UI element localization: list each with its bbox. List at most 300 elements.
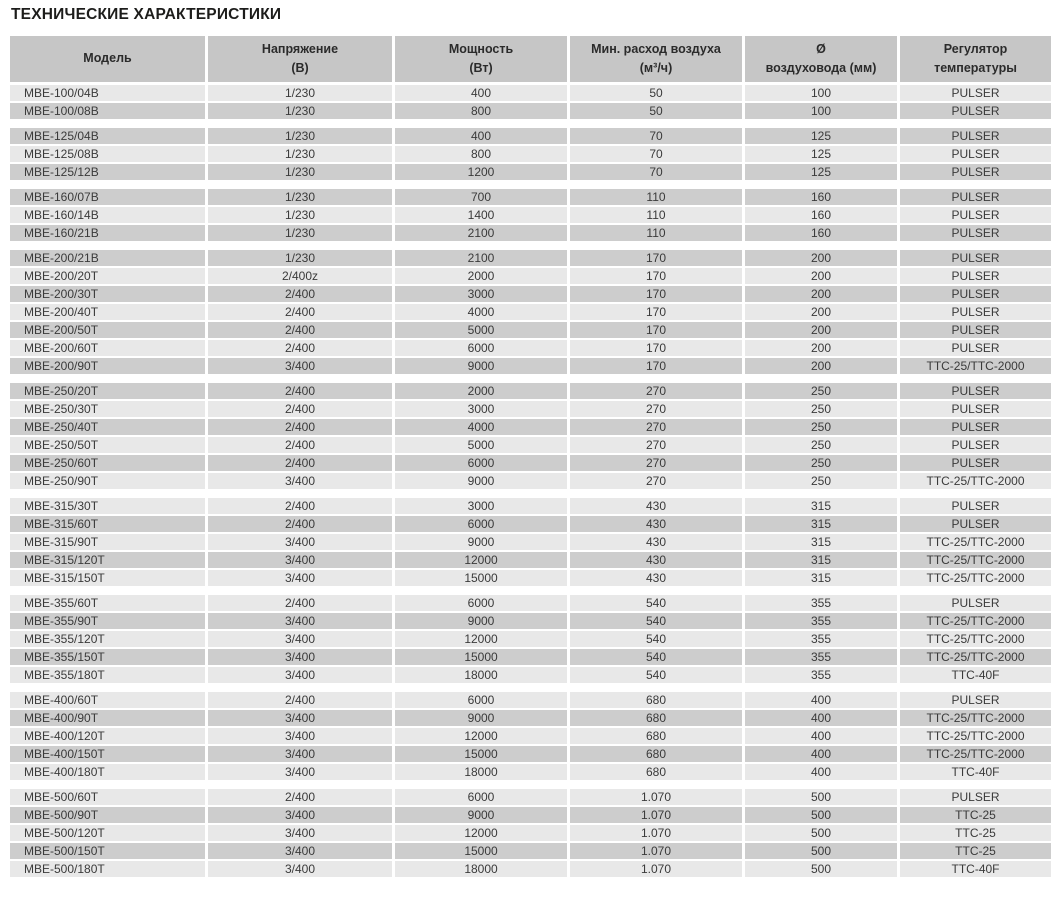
cell-airflow: 110 xyxy=(570,189,742,205)
column-header-line2: воздуховода (мм) xyxy=(765,61,877,75)
cell-regulator: PULSER xyxy=(900,207,1051,223)
cell-voltage: 2/400 xyxy=(208,401,392,417)
table-row xyxy=(10,570,1051,586)
cell-diameter: 315 xyxy=(745,552,897,568)
table-row xyxy=(10,595,1051,611)
cell-diameter: 500 xyxy=(745,807,897,823)
table-row xyxy=(10,807,1051,823)
cell-model: MBE-400/180T xyxy=(10,764,205,780)
cell-diameter: 250 xyxy=(745,473,897,489)
cell-power: 18000 xyxy=(395,764,567,780)
cell-regulator: PULSER xyxy=(900,286,1051,302)
cell-power: 4000 xyxy=(395,304,567,320)
cell-model: MBE-200/90T xyxy=(10,358,205,374)
cell-regulator: PULSER xyxy=(900,304,1051,320)
table-row xyxy=(10,667,1051,683)
cell-power: 2100 xyxy=(395,250,567,266)
table-row xyxy=(10,692,1051,708)
table-row xyxy=(10,340,1051,356)
table-row xyxy=(10,146,1051,162)
table-row xyxy=(10,437,1051,453)
spec-table xyxy=(10,36,1051,877)
cell-power: 5000 xyxy=(395,437,567,453)
cell-power: 400 xyxy=(395,128,567,144)
cell-model: MBE-100/04B xyxy=(10,85,205,101)
cell-airflow: 270 xyxy=(570,401,742,417)
cell-voltage: 1/230 xyxy=(208,225,392,241)
column-header-diameter xyxy=(745,36,897,82)
cell-model: MBE-355/60T xyxy=(10,595,205,611)
cell-diameter: 160 xyxy=(745,189,897,205)
cell-diameter: 500 xyxy=(745,825,897,841)
cell-voltage: 1/230 xyxy=(208,189,392,205)
cell-airflow: 170 xyxy=(570,304,742,320)
cell-regulator: PULSER xyxy=(900,322,1051,338)
cell-power: 12000 xyxy=(395,728,567,744)
cell-voltage: 3/400 xyxy=(208,534,392,550)
table-row xyxy=(10,498,1051,514)
cell-diameter: 160 xyxy=(745,207,897,223)
cell-model: MBE-250/90T xyxy=(10,473,205,489)
cell-model: MBE-160/07B xyxy=(10,189,205,205)
column-header-line1: Ø xyxy=(816,41,826,56)
cell-power: 9000 xyxy=(395,473,567,489)
cell-voltage: 2/400 xyxy=(208,455,392,471)
cell-voltage: 1/230 xyxy=(208,128,392,144)
table-row xyxy=(10,128,1051,144)
table-row xyxy=(10,304,1051,320)
cell-voltage: 3/400 xyxy=(208,710,392,726)
cell-diameter: 100 xyxy=(745,85,897,101)
cell-power: 800 xyxy=(395,146,567,162)
cell-airflow: 430 xyxy=(570,516,742,532)
cell-model: MBE-500/90T xyxy=(10,807,205,823)
cell-model: MBE-315/120T xyxy=(10,552,205,568)
cell-model: MBE-355/120T xyxy=(10,631,205,647)
cell-diameter: 500 xyxy=(745,789,897,805)
cell-model: MBE-125/12B xyxy=(10,164,205,180)
cell-diameter: 100 xyxy=(745,103,897,119)
cell-voltage: 3/400 xyxy=(208,728,392,744)
cell-regulator: TTC-25/TTC-2000 xyxy=(900,728,1051,744)
cell-airflow: 50 xyxy=(570,103,742,119)
cell-model: MBE-400/150T xyxy=(10,746,205,762)
cell-diameter: 400 xyxy=(745,710,897,726)
cell-voltage: 3/400 xyxy=(208,552,392,568)
table-row xyxy=(10,358,1051,374)
cell-voltage: 3/400 xyxy=(208,649,392,665)
cell-model: MBE-125/04B xyxy=(10,128,205,144)
cell-voltage: 3/400 xyxy=(208,746,392,762)
column-header-line2: (Вт) xyxy=(469,61,493,75)
column-header-model xyxy=(10,36,205,82)
table-row xyxy=(10,789,1051,805)
cell-airflow: 540 xyxy=(570,595,742,611)
cell-diameter: 200 xyxy=(745,358,897,374)
cell-regulator: PULSER xyxy=(900,401,1051,417)
cell-regulator: PULSER xyxy=(900,516,1051,532)
cell-airflow: 430 xyxy=(570,570,742,586)
cell-diameter: 250 xyxy=(745,455,897,471)
column-header-line1: Регулятор xyxy=(943,41,1008,56)
cell-power: 1400 xyxy=(395,207,567,223)
cell-voltage: 3/400 xyxy=(208,667,392,683)
table-row xyxy=(10,322,1051,338)
cell-voltage: 2/400z xyxy=(208,268,392,284)
cell-model: MBE-355/90T xyxy=(10,613,205,629)
cell-power: 15000 xyxy=(395,649,567,665)
cell-diameter: 315 xyxy=(745,516,897,532)
cell-power: 6000 xyxy=(395,595,567,611)
cell-power: 2000 xyxy=(395,383,567,399)
cell-model: MBE-315/150T xyxy=(10,570,205,586)
cell-voltage: 1/230 xyxy=(208,103,392,119)
cell-regulator: PULSER xyxy=(900,789,1051,805)
cell-airflow: 1.070 xyxy=(570,825,742,841)
cell-model: MBE-500/60T xyxy=(10,789,205,805)
cell-diameter: 500 xyxy=(745,861,897,877)
cell-airflow: 270 xyxy=(570,419,742,435)
cell-airflow: 540 xyxy=(570,649,742,665)
cell-regulator: TTC-25/TTC-2000 xyxy=(900,710,1051,726)
table-row xyxy=(10,843,1051,859)
cell-power: 15000 xyxy=(395,570,567,586)
cell-regulator: PULSER xyxy=(900,103,1051,119)
table-row xyxy=(10,516,1051,532)
cell-model: MBE-200/50T xyxy=(10,322,205,338)
cell-diameter: 200 xyxy=(745,304,897,320)
cell-diameter: 200 xyxy=(745,322,897,338)
cell-diameter: 400 xyxy=(745,764,897,780)
cell-diameter: 250 xyxy=(745,419,897,435)
cell-regulator: PULSER xyxy=(900,225,1051,241)
table-row xyxy=(10,268,1051,284)
table-row xyxy=(10,613,1051,629)
cell-model: MBE-250/40T xyxy=(10,419,205,435)
cell-airflow: 270 xyxy=(570,473,742,489)
cell-regulator: TTC-25/TTC-2000 xyxy=(900,570,1051,586)
cell-voltage: 2/400 xyxy=(208,595,392,611)
cell-power: 6000 xyxy=(395,516,567,532)
table-row xyxy=(10,649,1051,665)
cell-diameter: 125 xyxy=(745,146,897,162)
cell-power: 700 xyxy=(395,189,567,205)
table-row xyxy=(10,85,1051,101)
column-header-voltage xyxy=(208,36,392,82)
table-row xyxy=(10,207,1051,223)
cell-airflow: 540 xyxy=(570,631,742,647)
cell-voltage: 2/400 xyxy=(208,692,392,708)
cell-regulator: PULSER xyxy=(900,498,1051,514)
cell-power: 3000 xyxy=(395,498,567,514)
cell-diameter: 250 xyxy=(745,401,897,417)
cell-regulator: TTC-25/TTC-2000 xyxy=(900,552,1051,568)
cell-diameter: 125 xyxy=(745,128,897,144)
cell-airflow: 680 xyxy=(570,764,742,780)
cell-airflow: 1.070 xyxy=(570,861,742,877)
cell-airflow: 170 xyxy=(570,340,742,356)
cell-airflow: 70 xyxy=(570,146,742,162)
cell-model: MBE-400/60T xyxy=(10,692,205,708)
table-row xyxy=(10,746,1051,762)
cell-model: MBE-160/14B xyxy=(10,207,205,223)
cell-power: 6000 xyxy=(395,455,567,471)
cell-regulator: TTC-25/TTC-2000 xyxy=(900,358,1051,374)
cell-voltage: 1/230 xyxy=(208,207,392,223)
cell-model: MBE-500/120T xyxy=(10,825,205,841)
column-header-line1: Модель xyxy=(83,51,132,66)
cell-voltage: 2/400 xyxy=(208,437,392,453)
table-row xyxy=(10,534,1051,550)
table-row xyxy=(10,631,1051,647)
cell-model: MBE-200/30T xyxy=(10,286,205,302)
cell-voltage: 3/400 xyxy=(208,473,392,489)
cell-regulator: PULSER xyxy=(900,164,1051,180)
cell-diameter: 500 xyxy=(745,843,897,859)
cell-airflow: 270 xyxy=(570,383,742,399)
cell-airflow: 270 xyxy=(570,437,742,453)
cell-power: 9000 xyxy=(395,710,567,726)
cell-diameter: 400 xyxy=(745,692,897,708)
table-row xyxy=(10,728,1051,744)
column-header-line1: Напряжение xyxy=(261,41,339,56)
cell-model: MBE-250/30T xyxy=(10,401,205,417)
cell-model: MBE-100/08B xyxy=(10,103,205,119)
cell-regulator: TTC-25/TTC-2000 xyxy=(900,631,1051,647)
cell-airflow: 70 xyxy=(570,164,742,180)
column-header-airflow xyxy=(570,36,742,82)
cell-regulator: TTC-25/TTC-2000 xyxy=(900,746,1051,762)
cell-diameter: 315 xyxy=(745,534,897,550)
cell-voltage: 1/230 xyxy=(208,250,392,266)
cell-voltage: 2/400 xyxy=(208,498,392,514)
cell-airflow: 680 xyxy=(570,692,742,708)
cell-diameter: 355 xyxy=(745,667,897,683)
cell-regulator: TTC-40F xyxy=(900,861,1051,877)
cell-power: 18000 xyxy=(395,667,567,683)
cell-model: MBE-315/30T xyxy=(10,498,205,514)
cell-airflow: 70 xyxy=(570,128,742,144)
cell-airflow: 170 xyxy=(570,322,742,338)
cell-diameter: 400 xyxy=(745,746,897,762)
cell-airflow: 170 xyxy=(570,250,742,266)
cell-power: 4000 xyxy=(395,419,567,435)
cell-regulator: PULSER xyxy=(900,437,1051,453)
cell-regulator: PULSER xyxy=(900,455,1051,471)
cell-regulator: TTC-25 xyxy=(900,825,1051,841)
table-row xyxy=(10,383,1051,399)
cell-diameter: 200 xyxy=(745,250,897,266)
cell-voltage: 2/400 xyxy=(208,789,392,805)
cell-airflow: 110 xyxy=(570,207,742,223)
cell-power: 800 xyxy=(395,103,567,119)
column-header-line2: (В) xyxy=(291,61,309,75)
cell-airflow: 540 xyxy=(570,613,742,629)
cell-voltage: 2/400 xyxy=(208,340,392,356)
cell-regulator: TTC-40F xyxy=(900,764,1051,780)
cell-airflow: 1.070 xyxy=(570,843,742,859)
column-header-line1: Мин. расход воздуха xyxy=(591,41,721,56)
cell-regulator: TTC-25/TTC-2000 xyxy=(900,473,1051,489)
cell-diameter: 355 xyxy=(745,649,897,665)
cell-airflow: 680 xyxy=(570,728,742,744)
cell-regulator: PULSER xyxy=(900,128,1051,144)
column-header-regulator xyxy=(900,36,1051,82)
cell-diameter: 250 xyxy=(745,383,897,399)
cell-power: 3000 xyxy=(395,286,567,302)
cell-voltage: 1/230 xyxy=(208,164,392,180)
cell-airflow: 430 xyxy=(570,534,742,550)
table-row xyxy=(10,455,1051,471)
table-row xyxy=(10,419,1051,435)
cell-model: MBE-160/21B xyxy=(10,225,205,241)
cell-voltage: 2/400 xyxy=(208,322,392,338)
cell-model: MBE-200/60T xyxy=(10,340,205,356)
cell-power: 400 xyxy=(395,85,567,101)
cell-airflow: 170 xyxy=(570,358,742,374)
cell-airflow: 170 xyxy=(570,268,742,284)
cell-power: 15000 xyxy=(395,746,567,762)
cell-regulator: PULSER xyxy=(900,85,1051,101)
cell-regulator: PULSER xyxy=(900,419,1051,435)
table-row xyxy=(10,764,1051,780)
cell-airflow: 430 xyxy=(570,552,742,568)
cell-regulator: PULSER xyxy=(900,595,1051,611)
cell-voltage: 3/400 xyxy=(208,613,392,629)
cell-diameter: 355 xyxy=(745,613,897,629)
cell-power: 1200 xyxy=(395,164,567,180)
cell-voltage: 1/230 xyxy=(208,146,392,162)
column-header-line2: (м³/ч) xyxy=(639,61,673,75)
cell-diameter: 200 xyxy=(745,286,897,302)
cell-power: 9000 xyxy=(395,534,567,550)
cell-regulator: TTC-25 xyxy=(900,807,1051,823)
cell-power: 12000 xyxy=(395,825,567,841)
cell-airflow: 110 xyxy=(570,225,742,241)
cell-voltage: 2/400 xyxy=(208,383,392,399)
table-row xyxy=(10,189,1051,205)
cell-power: 18000 xyxy=(395,861,567,877)
cell-voltage: 2/400 xyxy=(208,516,392,532)
cell-regulator: PULSER xyxy=(900,250,1051,266)
cell-diameter: 315 xyxy=(745,498,897,514)
cell-airflow: 1.070 xyxy=(570,807,742,823)
page-title: ТЕХНИЧЕСКИЕ ХАРАКТЕРИСТИКИ xyxy=(11,6,282,23)
cell-airflow: 50 xyxy=(570,85,742,101)
cell-diameter: 400 xyxy=(745,728,897,744)
cell-diameter: 200 xyxy=(745,268,897,284)
cell-power: 9000 xyxy=(395,358,567,374)
cell-voltage: 3/400 xyxy=(208,843,392,859)
cell-voltage: 2/400 xyxy=(208,304,392,320)
table-row xyxy=(10,825,1051,841)
cell-voltage: 3/400 xyxy=(208,570,392,586)
cell-power: 12000 xyxy=(395,552,567,568)
cell-regulator: PULSER xyxy=(900,268,1051,284)
cell-power: 3000 xyxy=(395,401,567,417)
cell-power: 2100 xyxy=(395,225,567,241)
table-row xyxy=(10,286,1051,302)
cell-airflow: 680 xyxy=(570,710,742,726)
table-row xyxy=(10,861,1051,877)
cell-model: MBE-315/90T xyxy=(10,534,205,550)
column-header-power xyxy=(395,36,567,82)
cell-power: 15000 xyxy=(395,843,567,859)
cell-regulator: TTC-25 xyxy=(900,843,1051,859)
cell-voltage: 2/400 xyxy=(208,419,392,435)
cell-regulator: PULSER xyxy=(900,692,1051,708)
cell-power: 6000 xyxy=(395,340,567,356)
cell-voltage: 3/400 xyxy=(208,764,392,780)
table-row xyxy=(10,401,1051,417)
cell-model: MBE-200/21B xyxy=(10,250,205,266)
cell-model: MBE-315/60T xyxy=(10,516,205,532)
cell-power: 12000 xyxy=(395,631,567,647)
cell-power: 5000 xyxy=(395,322,567,338)
cell-diameter: 200 xyxy=(745,340,897,356)
cell-diameter: 250 xyxy=(745,437,897,453)
cell-regulator: PULSER xyxy=(900,383,1051,399)
column-header-line1: Мощность xyxy=(448,41,514,56)
table-row xyxy=(10,225,1051,241)
cell-diameter: 125 xyxy=(745,164,897,180)
cell-diameter: 355 xyxy=(745,631,897,647)
cell-model: MBE-125/08B xyxy=(10,146,205,162)
cell-voltage: 3/400 xyxy=(208,825,392,841)
table-row xyxy=(10,250,1051,266)
cell-power: 9000 xyxy=(395,807,567,823)
cell-airflow: 1.070 xyxy=(570,789,742,805)
cell-regulator: TTC-25/TTC-2000 xyxy=(900,649,1051,665)
cell-power: 9000 xyxy=(395,613,567,629)
cell-model: MBE-250/20T xyxy=(10,383,205,399)
cell-regulator: TTC-25/TTC-2000 xyxy=(900,613,1051,629)
table-row xyxy=(10,473,1051,489)
table-row xyxy=(10,710,1051,726)
cell-voltage: 3/400 xyxy=(208,631,392,647)
table-row xyxy=(10,103,1051,119)
table-row xyxy=(10,552,1051,568)
table-row xyxy=(10,164,1051,180)
cell-model: MBE-500/180T xyxy=(10,861,205,877)
cell-regulator: PULSER xyxy=(900,340,1051,356)
cell-airflow: 680 xyxy=(570,746,742,762)
cell-power: 6000 xyxy=(395,692,567,708)
cell-airflow: 270 xyxy=(570,455,742,471)
cell-regulator: PULSER xyxy=(900,189,1051,205)
cell-model: MBE-355/150T xyxy=(10,649,205,665)
cell-power: 6000 xyxy=(395,789,567,805)
cell-model: MBE-355/180T xyxy=(10,667,205,683)
cell-airflow: 430 xyxy=(570,498,742,514)
cell-model: MBE-200/40T xyxy=(10,304,205,320)
cell-model: MBE-250/50T xyxy=(10,437,205,453)
cell-power: 2000 xyxy=(395,268,567,284)
cell-model: MBE-500/150T xyxy=(10,843,205,859)
column-header-line2: температуры xyxy=(934,61,1017,75)
table-header-row xyxy=(10,36,1051,82)
cell-regulator: PULSER xyxy=(900,146,1051,162)
cell-voltage: 3/400 xyxy=(208,807,392,823)
cell-model: MBE-400/120T xyxy=(10,728,205,744)
cell-voltage: 1/230 xyxy=(208,85,392,101)
cell-airflow: 170 xyxy=(570,286,742,302)
cell-diameter: 160 xyxy=(745,225,897,241)
cell-voltage: 2/400 xyxy=(208,286,392,302)
cell-airflow: 540 xyxy=(570,667,742,683)
cell-voltage: 3/400 xyxy=(208,358,392,374)
cell-model: MBE-250/60T xyxy=(10,455,205,471)
